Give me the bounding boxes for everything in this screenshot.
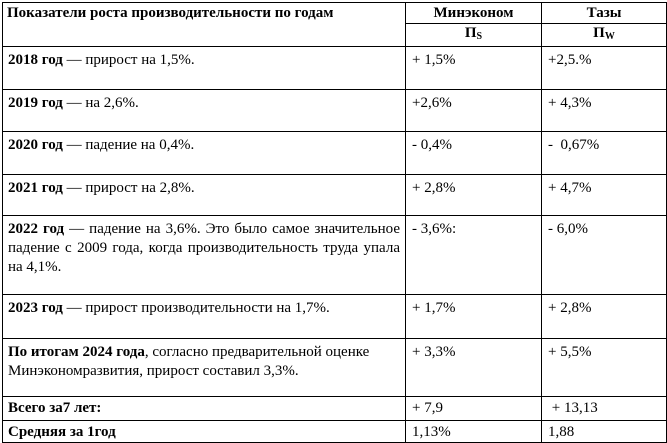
row-year: 2018 год (8, 52, 63, 68)
row-description: 2021 год — прирост на 2,8%. (3, 175, 406, 216)
row-minekonom-value: +2,6% (406, 90, 542, 132)
row-minekonom-value: + 2,8% (406, 175, 542, 216)
row-description: 2018 год — прирост на 1,5%. (3, 47, 406, 90)
header-minekonom: Минэконом (406, 3, 542, 24)
row-description: 2023 год — прирост производительности на 1,7%. (3, 295, 406, 339)
row-description: 2019 год — на 2,6%. (3, 90, 406, 132)
table-row (3, 132, 667, 175)
table-row (3, 216, 667, 295)
header-row (3, 3, 667, 24)
total-tazy-value: + 13,13 (542, 397, 667, 421)
average-minekonom-value: 1,13% (406, 421, 542, 443)
row-tazy-value: + 4,3% (542, 90, 667, 132)
average-label: Средняя за 1год (3, 421, 406, 443)
row-year: По итогам 2024 года (8, 344, 145, 360)
total-label: Всего за7 лет: (3, 397, 406, 421)
subheader-ps: $П_S$ (406, 24, 542, 47)
table-row (3, 47, 667, 90)
header-tazy: Тазы (542, 3, 667, 24)
total-minekonom-value: + 7,9 (406, 397, 542, 421)
row-description: 2020 год — падение на 0,4%. (3, 132, 406, 175)
row-minekonom-value: - 3,6%: (406, 216, 542, 295)
row-tazy-value: +2,5.% (542, 47, 667, 90)
average-row (3, 421, 667, 443)
row-year: 2021 год (8, 180, 63, 196)
table-row (3, 90, 667, 132)
row-description: По итогам 2024 года, согласно предварительной оценке Минэкономразвития, прирост составил 3,3%. (3, 339, 406, 397)
row-minekonom-value: + 1,7% (406, 295, 542, 339)
row-year: 2023 год (8, 300, 63, 316)
row-year: 2019 год (8, 95, 63, 111)
row-year: 2022 год (8, 221, 65, 237)
row-minekonom-value: - 0,4% (406, 132, 542, 175)
table-row (3, 295, 667, 339)
subheader-pw: $П_W$ (542, 24, 667, 47)
total-row (3, 397, 667, 421)
row-tazy-value: - 6,0% (542, 216, 667, 295)
table-row (3, 175, 667, 216)
header-indicator: Показатели роста производительности по годам (3, 3, 406, 47)
row-description: 2022 год — падение на 3,6%. Это было самое значительное падение с 2009 года, когда производительность труда упала на 4,1%. (3, 216, 406, 295)
productivity-table (2, 2, 667, 443)
table-row (3, 339, 667, 397)
row-tazy-value: + 2,8% (542, 295, 667, 339)
row-year: 2020 год (8, 137, 63, 153)
row-tazy-value: - 0,67% (542, 132, 667, 175)
row-minekonom-value: + 1,5% (406, 47, 542, 90)
row-tazy-value: + 4,7% (542, 175, 667, 216)
average-tazy-value: 1,88 (542, 421, 667, 443)
row-minekonom-value: + 3,3% (406, 339, 542, 397)
row-tazy-value: + 5,5% (542, 339, 667, 397)
